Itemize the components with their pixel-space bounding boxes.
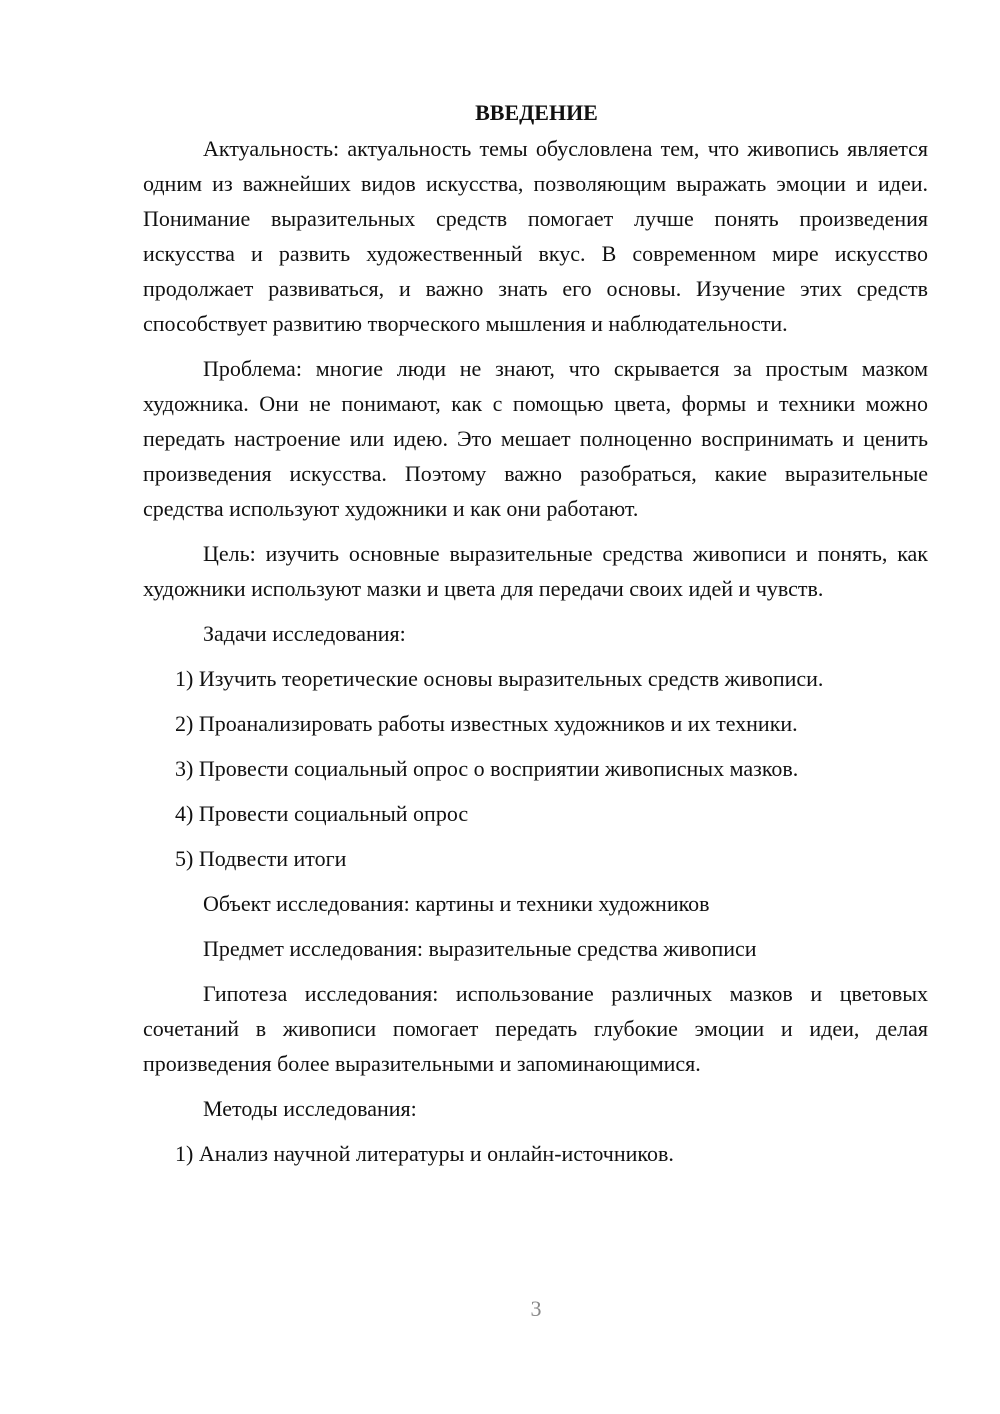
hypothesis-paragraph: Гипотеза исследования: использование различных мазков и цветовых сочетаний в живописи помогает передать глубокие эмоции и идеи, делая произведения более выразительными и запоминающимися. [143,981,928,1076]
problem-paragraph: Проблема: многие люди не знают, что скрывается за простым мазком художника. Они не понимают, как с помощью цвета, формы и техники можно передать настроение или идею. Это мешает полноценно воспринимать и ценить произведения искусства. Поэтому важно разобраться, какие выразительные средства используют художники и как они работают. [143,356,928,521]
page-number: 3 [530,1296,542,1321]
methods-heading: Методы исследования: [203,1096,417,1121]
method-item: 1) Анализ научной литературы и онлайн-источников. [175,1141,674,1166]
subject-line: Предмет исследования: выразительные средства живописи [203,936,757,961]
object-line: Объект исследования: картины и техники художников [203,891,710,916]
page-content [143,95,928,1181]
relevance-paragraph: Актуальность: актуальность темы обусловлена тем, что живопись является одним из важнейших видов искусства, позволяющим выражать эмоции и идеи. Понимание выразительных средств помогает лучше понять произведения искусства и развить художественный вкус. В современном мире искусство продолжает развиваться, и важно знать его основы. Изучение этих средств способствует развитию творческого мышления и наблюдательности. [143,136,928,336]
task-item: 3) Провести социальный опрос о восприятии живописных мазков. [175,756,799,781]
goal-paragraph: Цель: изучить основные выразительные средства живописи и понять, как художники используют мазки и цвета для передачи своих идей и чувств. [143,541,928,601]
task-item: 4) Провести социальный опрос [175,801,469,826]
task-item: 2) Проанализировать работы известных художников и их техники. [175,711,798,736]
task-item: 5) Подвести итоги [175,846,347,871]
page-title: ВВЕДЕНИЕ [475,100,598,125]
tasks-heading: Задачи исследования: [203,621,406,646]
task-item: 1) Изучить теоретические основы выразительных средств живописи. [175,666,824,691]
